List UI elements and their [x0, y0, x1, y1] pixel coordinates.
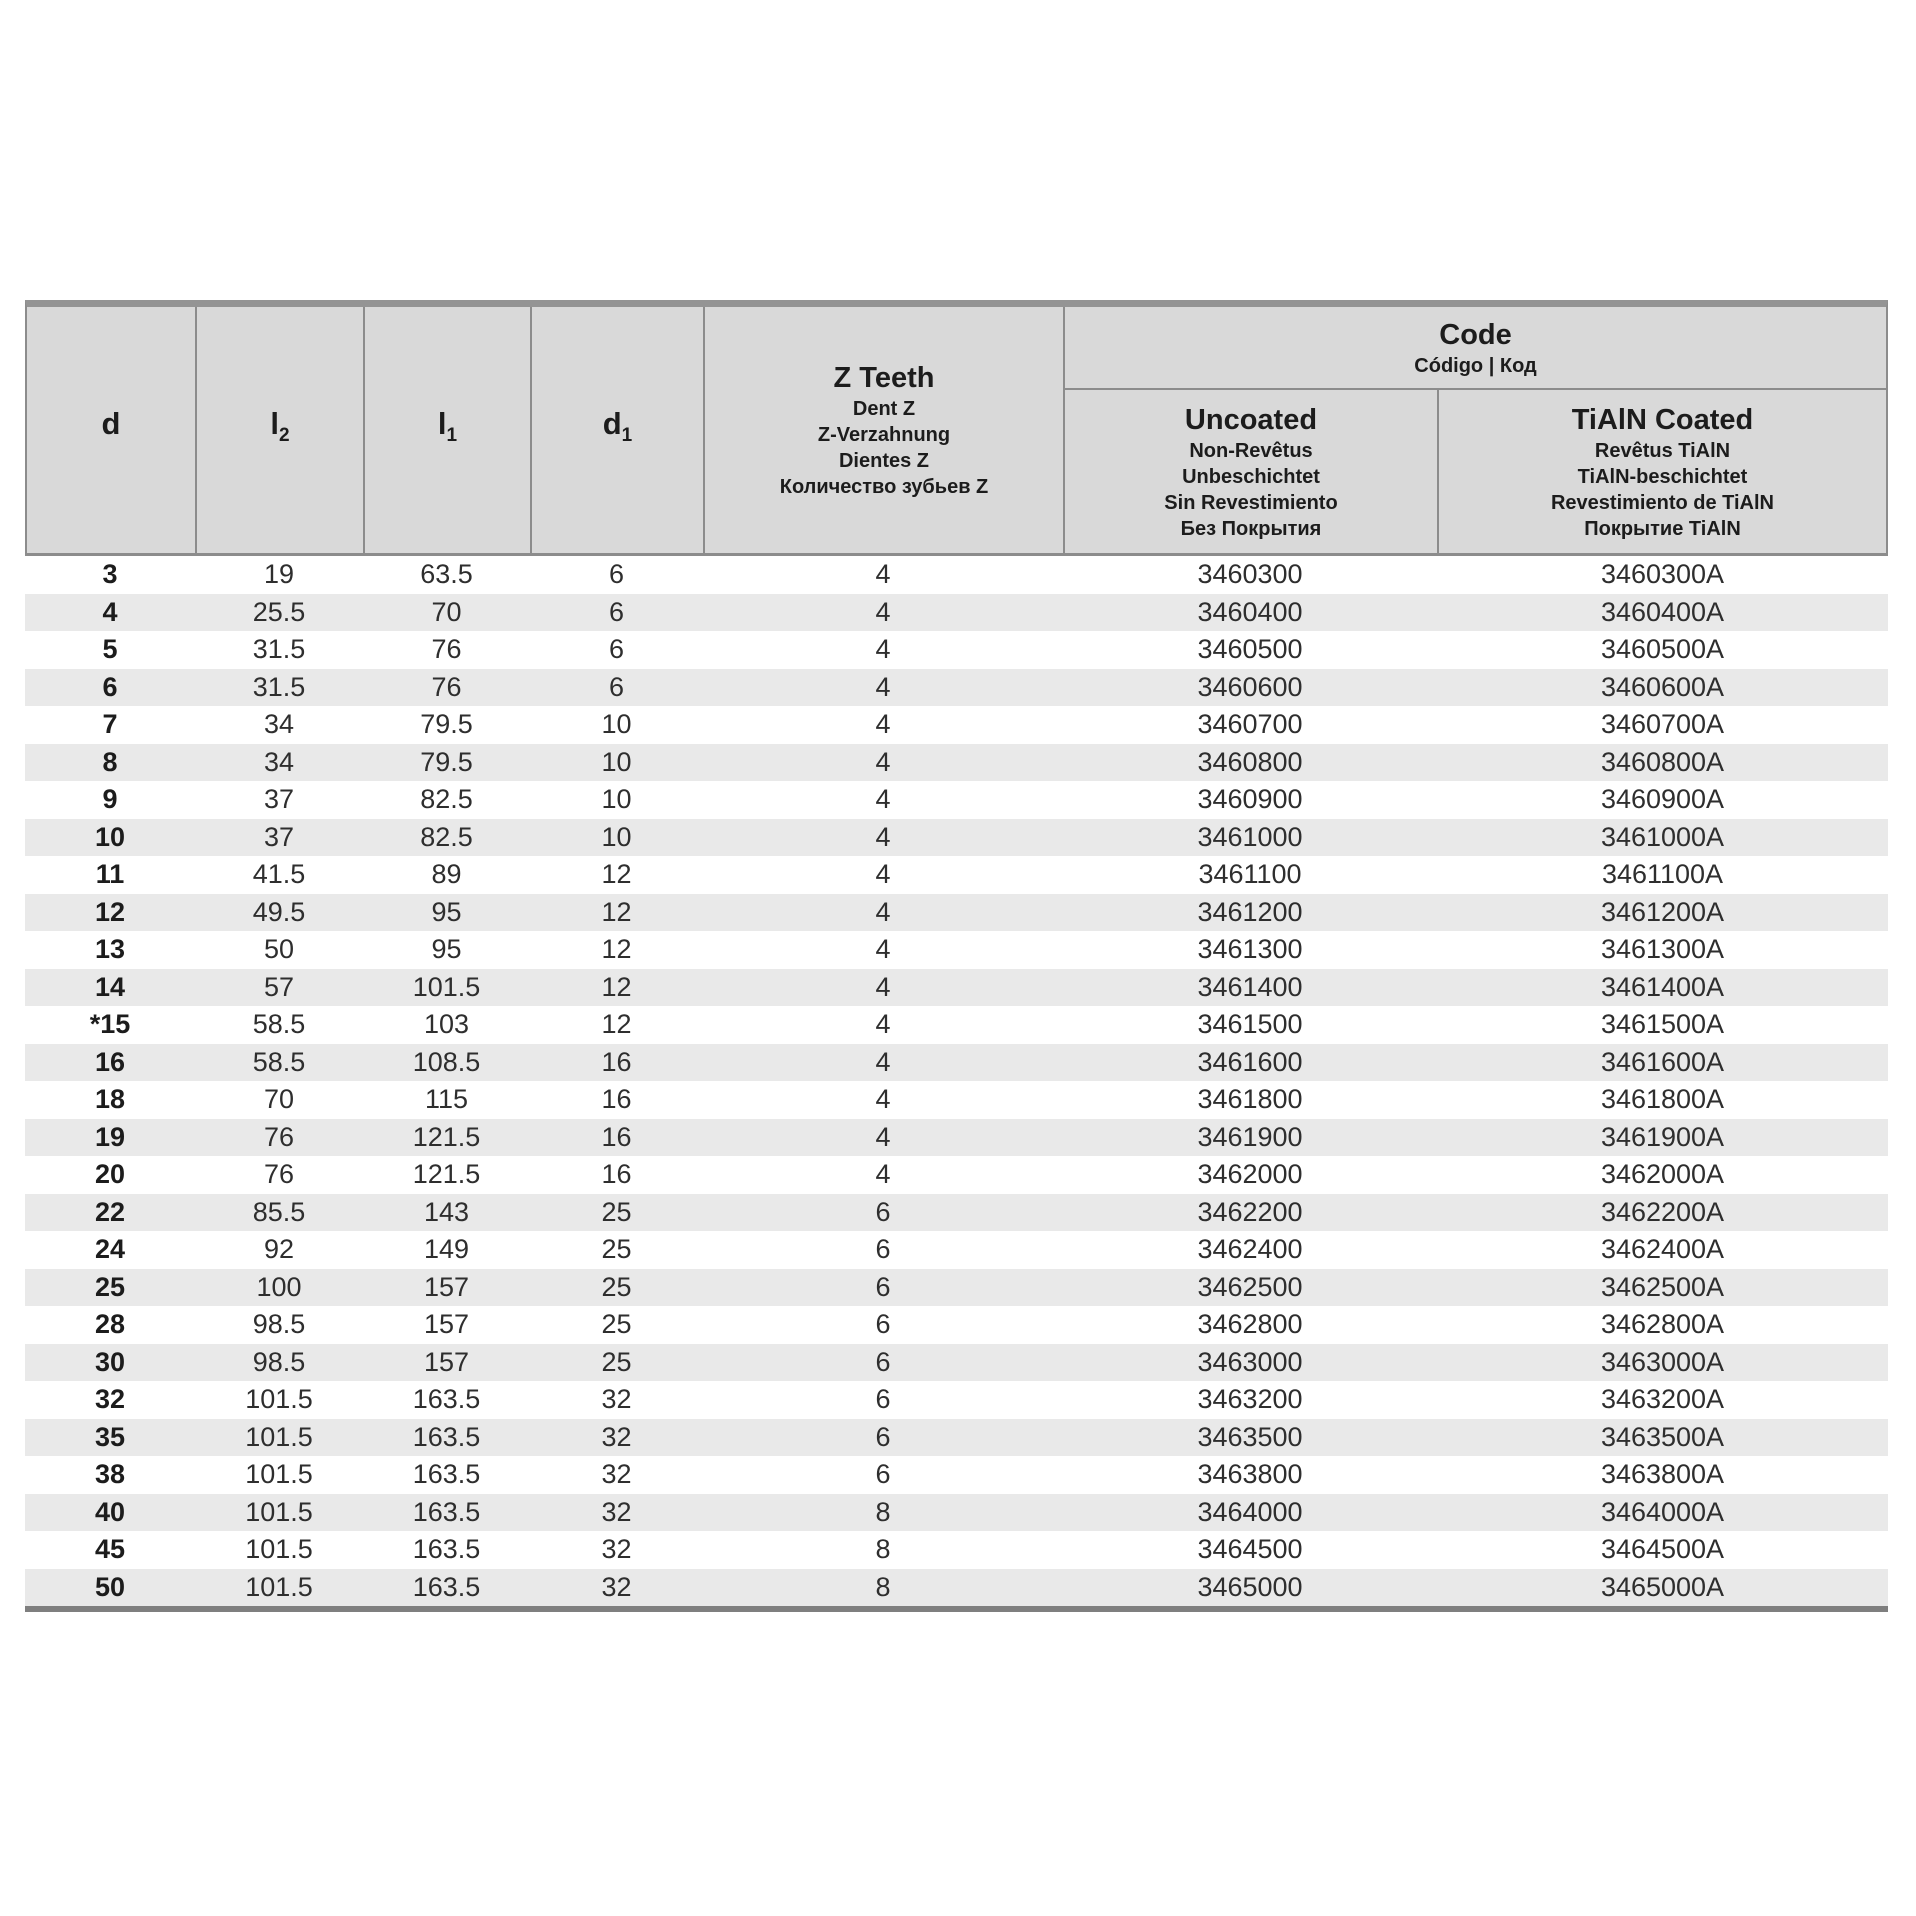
cell-d1: 16: [601, 1159, 632, 1190]
tialn-title: TiAlN Coated: [1571, 403, 1754, 436]
cell-l2: 25.5: [252, 596, 306, 627]
cell-code-uncoated: 3461900: [1197, 1121, 1303, 1152]
cell-l2: 70: [263, 1084, 295, 1115]
cell-z-teeth: 4: [875, 934, 891, 965]
cell-code-uncoated: 3462000: [1197, 1159, 1303, 1190]
cell-z-teeth: 4: [875, 1159, 891, 1190]
z-teeth-es: Dientes Z: [838, 450, 930, 472]
cell-d: 10: [94, 821, 126, 852]
cell-code-coated: 3463200A: [1600, 1384, 1725, 1415]
cell-d1: 12: [601, 859, 632, 890]
table-row: [25, 706, 1888, 744]
table-row: [25, 1194, 1888, 1232]
cell-d: 3: [102, 559, 118, 590]
uncoated-ru: Без Покрытия: [1180, 517, 1322, 540]
cell-d1: 12: [601, 971, 632, 1002]
table-row: [25, 781, 1888, 819]
cell-z-teeth: 4: [875, 821, 891, 852]
cell-z-teeth: 8: [875, 1534, 891, 1565]
cell-l1: 143: [423, 1196, 470, 1227]
table-row: [25, 1381, 1888, 1419]
cell-d1: 16: [601, 1046, 632, 1077]
cell-l2: 37: [263, 821, 295, 852]
cell-l2: 34: [263, 746, 295, 777]
cell-l1: 95: [431, 934, 462, 965]
cell-l2: 37: [263, 784, 295, 815]
cell-z-teeth: 6: [875, 1309, 891, 1340]
uncoated-de: Unbeschichtet: [1182, 465, 1320, 488]
table-row: [25, 594, 1888, 632]
cell-code-uncoated: 3461100: [1198, 859, 1302, 890]
cell-l2: 34: [263, 709, 295, 740]
cell-d: 32: [94, 1384, 126, 1415]
cell-z-teeth: 4: [875, 634, 891, 665]
cell-code-coated: 3460700A: [1600, 709, 1725, 740]
column-header-d1: [532, 307, 705, 553]
cell-l2: 85.5: [252, 1196, 306, 1227]
cell-z-teeth: 4: [875, 971, 891, 1002]
cell-z-teeth: 4: [875, 1084, 891, 1115]
code-subtitle: Código | Код: [1414, 354, 1537, 377]
z-teeth-fr: Dent Z: [852, 398, 916, 420]
cell-code-coated: 3460500A: [1600, 634, 1725, 665]
cell-z-teeth: 4: [875, 1121, 891, 1152]
z-teeth-title: Z Teeth: [833, 362, 935, 394]
cell-code-coated: 3462200A: [1600, 1196, 1725, 1227]
cell-l2: 57: [263, 971, 295, 1002]
cell-l1: 121.5: [412, 1121, 481, 1152]
cell-code-coated: 3460600A: [1600, 671, 1725, 702]
cell-z-teeth: 4: [875, 784, 891, 815]
cell-l2: 41.5: [252, 859, 306, 890]
cell-z-teeth: 6: [875, 1384, 891, 1415]
cell-code-coated: 3463800A: [1600, 1459, 1725, 1490]
cell-code-coated: 3460800A: [1600, 746, 1725, 777]
cell-code-coated: 3461600A: [1600, 1046, 1725, 1077]
cell-d1: 16: [601, 1121, 632, 1152]
cell-code-uncoated: 3461300: [1197, 934, 1303, 965]
cell-d: 35: [94, 1421, 126, 1452]
cell-code-uncoated: 3463800: [1197, 1459, 1303, 1490]
cell-code-uncoated: 3465000: [1197, 1571, 1303, 1602]
cell-d1: 16: [601, 1084, 632, 1115]
table-row: [25, 1006, 1888, 1044]
column-label-l1-sub: 1: [446, 425, 458, 447]
table-row: [25, 1044, 1888, 1082]
table-header: [25, 300, 1888, 556]
column-header-d: [27, 307, 197, 553]
cell-d1: 32: [601, 1496, 632, 1527]
cell-d1: 10: [601, 709, 632, 740]
cell-code-coated: 3463500A: [1600, 1421, 1725, 1452]
cell-code-coated: 3461900A: [1600, 1121, 1725, 1152]
cell-l1: 149: [423, 1234, 470, 1265]
cell-l1: 103: [423, 1009, 470, 1040]
cell-code-coated: 3464500A: [1600, 1534, 1725, 1565]
cell-d: 9: [102, 784, 118, 815]
cell-code-coated: 3461300A: [1600, 934, 1725, 965]
cell-code-uncoated: 3460500: [1197, 634, 1303, 665]
cell-code-uncoated: 3463000: [1197, 1346, 1303, 1377]
cell-code-coated: 3461000A: [1600, 821, 1725, 852]
cell-d: 50: [94, 1571, 126, 1602]
column-label-l2: l: [270, 405, 280, 441]
cell-code-coated: 3462000A: [1600, 1159, 1725, 1190]
cell-d: 5: [102, 634, 118, 665]
cell-code-coated: 3461200A: [1600, 896, 1725, 927]
column-label-d: d: [101, 405, 121, 441]
cell-z-teeth: 4: [875, 671, 891, 702]
cell-z-teeth: 4: [875, 1009, 891, 1040]
tialn-ru: Покрытие TiAlN: [1584, 517, 1741, 540]
cell-code-coated: 3460900A: [1600, 784, 1725, 815]
cell-l2: 49.5: [252, 896, 306, 927]
table-row: [25, 1494, 1888, 1532]
column-header-code: [1065, 307, 1886, 390]
cell-code-coated: 3461500A: [1600, 1009, 1725, 1040]
cell-code-coated: 3464000A: [1600, 1496, 1725, 1527]
cell-l2: 101.5: [245, 1384, 313, 1415]
cell-l2: 98.5: [252, 1309, 306, 1340]
cell-z-teeth: 6: [875, 1421, 891, 1452]
cell-l2: 98.5: [252, 1346, 306, 1377]
cell-d1: 10: [601, 746, 632, 777]
cell-d1: 10: [601, 821, 632, 852]
cell-l1: 163.5: [412, 1496, 481, 1527]
cell-code-coated: 3461100A: [1601, 859, 1724, 890]
cell-l2: 92: [263, 1234, 295, 1265]
cell-z-teeth: 4: [875, 1046, 891, 1077]
table-row: [25, 1569, 1888, 1607]
cell-d: 38: [94, 1459, 126, 1490]
cell-l1: 115: [424, 1084, 469, 1115]
cell-d: 20: [94, 1159, 126, 1190]
cell-z-teeth: 8: [875, 1496, 891, 1527]
cell-l1: 76: [431, 671, 462, 702]
cell-d: 12: [94, 896, 126, 927]
cell-d: 28: [94, 1309, 126, 1340]
cell-l2: 101.5: [245, 1571, 313, 1602]
cell-l2: 101.5: [245, 1534, 313, 1565]
column-label-l2-sub: 2: [279, 425, 290, 447]
cell-code-uncoated: 3461200: [1197, 896, 1303, 927]
cell-l2: 19: [263, 559, 295, 590]
cell-l2: 31.5: [252, 671, 306, 702]
cell-l1: 82.5: [420, 821, 473, 852]
table-row: [25, 894, 1888, 932]
cell-d1: 32: [601, 1384, 632, 1415]
cell-code-coated: 3462800A: [1600, 1309, 1725, 1340]
cell-z-teeth: 6: [875, 1196, 891, 1227]
cell-l1: 76: [431, 634, 462, 665]
cell-code-uncoated: 3464000: [1197, 1496, 1303, 1527]
cell-z-teeth: 4: [875, 746, 891, 777]
cell-l1: 82.5: [420, 784, 473, 815]
cell-code-uncoated: 3461800: [1197, 1084, 1303, 1115]
column-header-l2: [197, 307, 365, 553]
table-row: [25, 669, 1888, 707]
cell-code-uncoated: 3462500: [1197, 1271, 1303, 1302]
cell-l1: 79.5: [420, 709, 473, 740]
table-row: [25, 1269, 1888, 1307]
cell-d1: 6: [608, 634, 625, 665]
cell-l1: 101.5: [412, 971, 481, 1002]
table-row: [25, 931, 1888, 969]
cell-l1: 157: [423, 1271, 470, 1302]
cell-l2: 58.5: [252, 1009, 306, 1040]
cell-l1: 89: [431, 859, 462, 890]
cell-l1: 63.5: [420, 559, 473, 590]
z-teeth-de: Z-Verzahnung: [817, 424, 951, 446]
cell-code-coated: 3460300A: [1600, 559, 1725, 590]
cell-d: 19: [94, 1121, 126, 1152]
cell-d1: 32: [601, 1459, 632, 1490]
cell-code-uncoated: 3460800: [1197, 746, 1303, 777]
cell-d: 11: [95, 859, 125, 890]
cell-code-uncoated: 3461500: [1197, 1009, 1303, 1040]
table-bottom-rule: [25, 1606, 1888, 1612]
cell-code-uncoated: 3462800: [1197, 1309, 1303, 1340]
cell-code-uncoated: 3462200: [1197, 1196, 1303, 1227]
table-row: [25, 819, 1888, 857]
table-row: [25, 1081, 1888, 1119]
cell-d1: 10: [601, 784, 632, 815]
cell-d: 25: [94, 1271, 126, 1302]
cell-code-coated: 3461800A: [1600, 1084, 1725, 1115]
table-row: [25, 1344, 1888, 1382]
column-label-d1: d: [602, 405, 622, 441]
table-row: [25, 1306, 1888, 1344]
cell-d1: 6: [608, 671, 625, 702]
table-row: [25, 856, 1888, 894]
cell-code-uncoated: 3463200: [1197, 1384, 1303, 1415]
tialn-fr: Revêtus TiAlN: [1594, 439, 1731, 462]
cell-code-uncoated: 3461400: [1197, 971, 1303, 1002]
cell-code-uncoated: 3460700: [1197, 709, 1303, 740]
cell-d1: 25: [601, 1196, 632, 1227]
cell-z-teeth: 8: [875, 1571, 891, 1602]
cell-d: 7: [102, 709, 118, 740]
cell-code-uncoated: 3461600: [1197, 1046, 1303, 1077]
cell-code-uncoated: 3460900: [1197, 784, 1303, 815]
cell-d: 4: [102, 596, 118, 627]
cell-code-uncoated: 3463500: [1197, 1421, 1303, 1452]
cell-d1: 32: [601, 1534, 632, 1565]
cell-z-teeth: 4: [875, 559, 891, 590]
cell-z-teeth: 4: [875, 859, 891, 890]
cell-d1: 32: [601, 1421, 632, 1452]
cell-z-teeth: 6: [875, 1271, 891, 1302]
cell-l1: 79.5: [420, 746, 473, 777]
cell-d: 13: [94, 934, 126, 965]
table-row: [25, 631, 1888, 669]
cell-l2: 76: [263, 1121, 295, 1152]
cell-l1: 163.5: [412, 1421, 481, 1452]
cell-code-coated: 3462400A: [1600, 1234, 1725, 1265]
table-row: [25, 1419, 1888, 1457]
cell-l1: 70: [431, 596, 462, 627]
tialn-de: TiAlN-beschichtet: [1577, 465, 1748, 488]
cell-z-teeth: 6: [875, 1459, 891, 1490]
table-row: [25, 1156, 1888, 1194]
cell-code-coated: 3465000A: [1600, 1571, 1725, 1602]
cell-d: 18: [94, 1084, 126, 1115]
table-row: [25, 1456, 1888, 1494]
cell-code-uncoated: 3460600: [1197, 671, 1303, 702]
cell-d1: 25: [601, 1234, 632, 1265]
cell-code-coated: 3463000A: [1600, 1346, 1725, 1377]
cell-d1: 12: [601, 896, 632, 927]
cell-d: 45: [94, 1534, 126, 1565]
cell-code-uncoated: 3461000: [1197, 821, 1303, 852]
column-header-l1: [365, 307, 532, 553]
cell-l2: 31.5: [252, 634, 306, 665]
table-row: [25, 969, 1888, 1007]
table-row: [25, 1531, 1888, 1569]
cell-l1: 163.5: [412, 1384, 481, 1415]
cell-code-coated: 3461400A: [1600, 971, 1725, 1002]
cell-d1: 6: [608, 596, 625, 627]
cell-l2: 101.5: [245, 1459, 313, 1490]
column-label-d1-sub: 1: [621, 425, 633, 447]
cell-z-teeth: 6: [875, 1346, 891, 1377]
cell-d: 8: [102, 746, 118, 777]
cell-z-teeth: 6: [875, 1234, 891, 1265]
cell-l1: 163.5: [412, 1571, 481, 1602]
cell-z-teeth: 4: [875, 596, 891, 627]
cell-l2: 76: [263, 1159, 295, 1190]
cell-l1: 163.5: [412, 1534, 481, 1565]
cell-d: 22: [94, 1196, 126, 1227]
cell-z-teeth: 4: [875, 896, 891, 927]
column-header-z-teeth: [705, 307, 1065, 553]
z-teeth-ru: Количество зубьев Z: [779, 476, 989, 498]
table-row: [25, 744, 1888, 782]
cell-l1: 157: [423, 1309, 470, 1340]
cell-d: 6: [102, 671, 118, 702]
cell-l2: 58.5: [252, 1046, 306, 1077]
cell-l1: 163.5: [412, 1459, 481, 1490]
cell-code-uncoated: 3460400: [1197, 596, 1303, 627]
column-label-l1: l: [437, 405, 447, 441]
cell-l2: 100: [256, 1271, 302, 1302]
cell-code-uncoated: 3460300: [1197, 559, 1303, 590]
cell-code-coated: 3462500A: [1600, 1271, 1725, 1302]
table-row: [25, 1119, 1888, 1157]
uncoated-fr: Non-Revêtus: [1189, 439, 1313, 462]
cell-code-uncoated: 3462400: [1197, 1234, 1303, 1265]
table-row: [25, 1231, 1888, 1269]
cell-l2: 101.5: [245, 1421, 313, 1452]
cell-l1: 95: [431, 896, 462, 927]
cell-d: 16: [94, 1046, 126, 1077]
column-header-tialn-coated: [1439, 390, 1886, 553]
cell-code-uncoated: 3464500: [1197, 1534, 1303, 1565]
cell-l1: 121.5: [412, 1159, 481, 1190]
cell-d1: 12: [601, 934, 632, 965]
cell-d1: 12: [601, 1009, 632, 1040]
cell-d1: 6: [608, 559, 625, 590]
cell-l2: 50: [263, 934, 295, 965]
cell-l2: 101.5: [245, 1496, 313, 1527]
cell-z-teeth: 4: [875, 709, 891, 740]
cell-l1: 157: [423, 1346, 470, 1377]
cell-d: 40: [94, 1496, 126, 1527]
cell-d: 24: [94, 1234, 126, 1265]
cell-d: *15: [89, 1009, 131, 1040]
tialn-es: Revestimiento de TiAlN: [1550, 491, 1775, 514]
cell-d1: 25: [601, 1309, 632, 1340]
code-title: Code: [1439, 318, 1512, 351]
cell-d1: 25: [601, 1346, 632, 1377]
table-row: [25, 556, 1888, 594]
table-body: [25, 556, 1888, 1606]
product-spec-table: [25, 300, 1888, 1612]
uncoated-es: Sin Revestimiento: [1164, 491, 1338, 514]
cell-d: 14: [94, 971, 126, 1002]
cell-d1: 25: [601, 1271, 632, 1302]
cell-code-coated: 3460400A: [1600, 596, 1725, 627]
cell-l1: 108.5: [412, 1046, 481, 1077]
cell-d: 30: [94, 1346, 126, 1377]
uncoated-title: Uncoated: [1184, 403, 1318, 436]
column-header-uncoated: [1065, 390, 1439, 553]
cell-d1: 32: [601, 1571, 632, 1602]
